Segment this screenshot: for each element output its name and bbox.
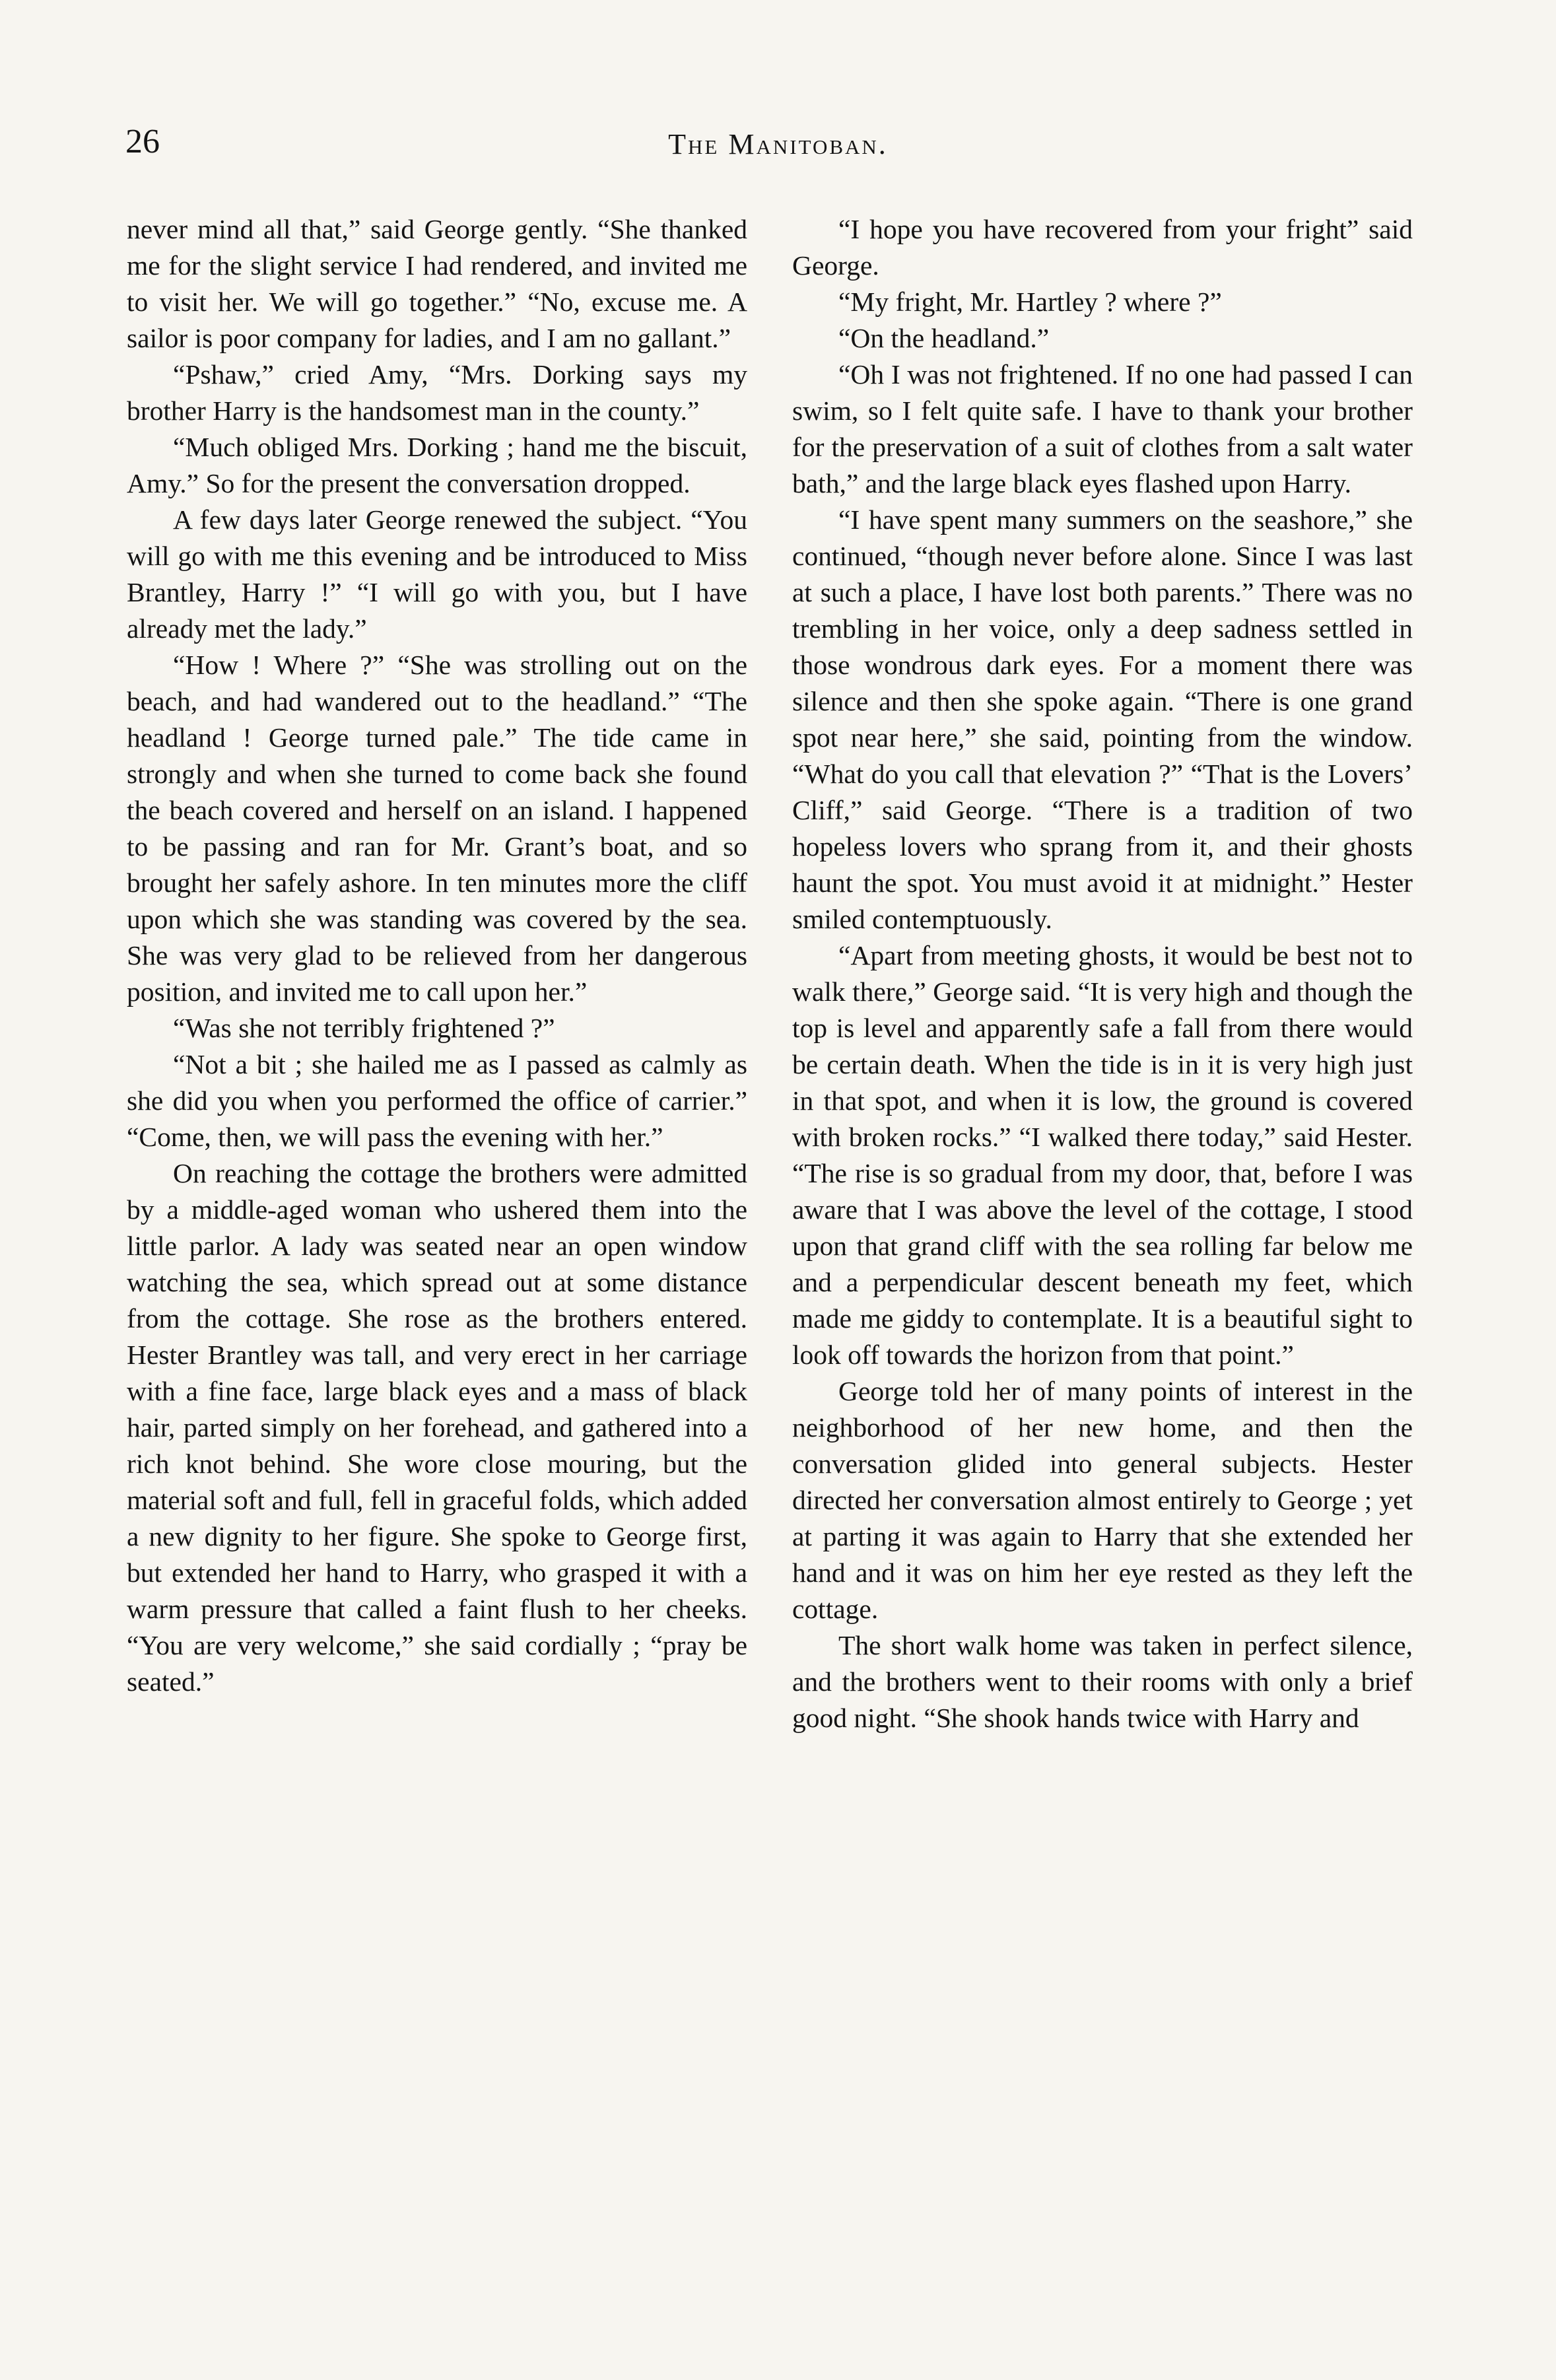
paragraph: “Was she not terribly frightened ?” — [173, 1013, 555, 1043]
page-header — [0, 122, 1556, 168]
paragraph: “I hope you have recovered from your fright” said George. — [792, 214, 1413, 281]
paragraph: “On the headland.” — [838, 323, 1050, 353]
paragraph: “I have spent many summers on the seashore,” she continued, “though never before alone. Since I was last at such a place, I have lost both parents.” There was no trembling in her voice, only a deep sadness settled in those wondrous dark eyes. For a moment there was silence and then she spoke again. “There is one grand spot near here,” she said, pointing from the window. “What do you call that elevation ?” “That is the Lovers’ Cliff,” said George. “There is a tradition of two hopeless lovers who sprang from it, and their ghosts haunt the spot. You must avoid it at midnight.” Hester smiled contemptuously. — [792, 504, 1413, 934]
paragraph: “Apart from meeting ghosts, it would be best not to walk there,” George said. “It is very high and though the top is level and apparently safe a fall from there would be certain death. When the tide is in it is very high just in that spot, and when it is low, the ground is covered with broken rocks.” “I walked there today,” said Hester. “The rise is so gradual from my door, that, before I was aware that I was above the level of the cottage, I stood upon that grand cliff with the sea rolling far below me and a perpendicular descent beneath my feet, which made me giddy to contemplate. It is a beautiful sight to look off towards the horizon from that point.” — [792, 940, 1413, 1370]
paragraph: George told her of many points of interest in the neighborhood of her new home, and then the conversation glided into general subjects. Hester directed her conversation almost entirely to George ; yet at parting it was again to Harry that she extended her hand and it was on him her eye rested as they left the cottage. — [792, 1376, 1413, 1624]
paragraph: The short walk home was taken in perfect silence, and the brothers went to their rooms with only a brief good night. “She shook hands twice with Harry and — [792, 1630, 1413, 1733]
running-title: The Manitoban. — [668, 128, 888, 160]
paragraph: “Much obliged Mrs. Dorking ; hand me the biscuit, Amy.” So for the present the conversation dropped. — [127, 432, 747, 498]
left-column — [127, 211, 747, 1700]
paragraph: never mind all that,” said George gently. “She thanked me for the slight service I had rendered, and invited me to visit her. We will go together.” “No, excuse me. A sailor is poor company for ladies, and I am no gallant.” — [127, 214, 747, 353]
paragraph: “My fright, Mr. Hartley ? where ?” — [838, 287, 1222, 317]
page-number: 26 — [125, 123, 160, 160]
paragraph: “How ! Where ?” “She was strolling out on the beach, and had wandered out to the headland.” “The headland ! George turned pale.” The tide came in strongly and when she turned to come back she found the beach covered and herself on an island. I happened to be passing and ran for Mr. Grant’s boat, and so brought her safely ashore. In ten minutes more the cliff upon which she was standing was covered by the sea. She was very glad to be relieved from her dangerous position, and invited me to call upon her.” — [127, 650, 747, 1007]
right-column — [792, 211, 1413, 1736]
paragraph: “Not a bit ; she hailed me as I passed as calmly as she did you when you performed the office of carrier.” “Come, then, we will pass the evening with her.” — [127, 1049, 747, 1152]
paragraph: “Pshaw,” cried Amy, “Mrs. Dorking says my brother Harry is the handsomest man in the county.” — [127, 359, 747, 426]
paragraph: A few days later George renewed the subject. “You will go with me this evening and be introduced to Miss Brantley, Harry !” “I will go with you, but I have already met the lady.” — [127, 504, 747, 644]
paragraph: “Oh I was not frightened. If no one had passed I can swim, so I felt quite safe. I have to thank your brother for the preservation of a suit of clothes from a salt water bath,” and the large black eyes flashed upon Harry. — [792, 359, 1413, 498]
paragraph: On reaching the cottage the brothers were admitted by a middle-aged woman who ushered them into the little parlor. A lady was seated near an open window watching the sea, which spread out at some distance from the cottage. She rose as the brothers entered. Hester Brantley was tall, and very erect in her carriage with a fine face, large black eyes and a mass of black hair, parted simply on her forehead, and gathered into a rich knot behind. She wore close mouring, but the material soft and full, fell in graceful folds, which added a new dignity to her figure. She spoke to George first, but extended her hand to Harry, who grasped it with a warm pressure that called a faint flush to her cheeks. “You are very welcome,” she said cordially ; “pray be seated.” — [127, 1158, 747, 1697]
